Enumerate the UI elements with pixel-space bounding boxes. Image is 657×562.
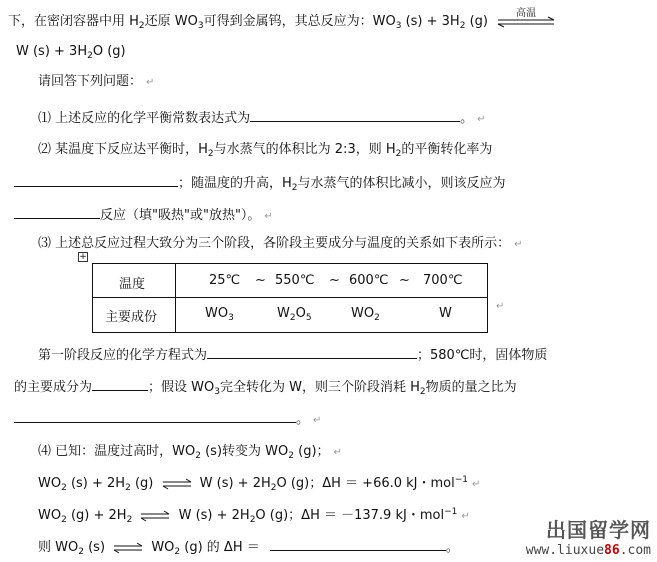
question-3-line-1: 第一阶段反应的化学方程式为 ；580℃时，固体物质 — [38, 348, 548, 363]
temperature-value: 25℃ — [209, 273, 241, 288]
equation-2: $WO_2$ $(g) + 2H_2$ W $(s) + 2H_2O$ (g)；ΔH ＝ －137.9 kJ・mol$^{-1}$ ↵ — [38, 507, 470, 525]
watermark-logo: 出国留学网 www.liuxue86.com — [525, 518, 651, 558]
equation-3: 则 $WO_2$ (s) $WO_2$ (g) 的 ΔH ＝ 。 — [38, 540, 459, 557]
question-3-line-2: 的主要成分为 ；假设 $WO_3$完全转化为 W，则三个阶段消耗 $H_2$物质的量之比为 — [14, 380, 517, 397]
temperature-value: 550℃ — [275, 273, 315, 288]
question-4: ⑷ 已知：温度过高时，$WO_2$ (s)转变为 $WO_2$ (g)； ↵ — [38, 444, 342, 461]
composition-header: 主要成份 — [105, 310, 158, 325]
answer-blank-3b[interactable] — [92, 378, 148, 391]
equilibrium-arrow-icon — [162, 478, 192, 490]
table-move-handle-icon[interactable]: + — [79, 252, 87, 262]
temperature-sep: ~ — [399, 273, 410, 288]
question-3: ⑶ 上述总反应过程大致分为三个阶段，各阶段主要成分与温度的关系如下表所示： ↵ — [38, 236, 523, 251]
temperature-sep: ~ — [329, 273, 340, 288]
composition-value: $W_2O_5$ — [277, 306, 312, 323]
question-1: ⑴ 上述反应的化学平衡常数表达式为 。 ↵ — [38, 111, 486, 126]
temperature-value: 600℃ — [349, 273, 389, 288]
composition-value: W — [439, 306, 452, 321]
answer-blank-2b[interactable] — [14, 206, 100, 219]
temperature-header: 温度 — [119, 277, 146, 292]
instructions: 请回答下列问题： ↵ — [38, 74, 155, 89]
equilibrium-arrow-icon — [113, 542, 143, 554]
question-3-line-3: 。 ↵ — [14, 410, 321, 429]
equation-1: $WO_2$ $(s) + 2H_2$ (g) W $(s) + 2H_2O$ (g)；ΔH ＝ +66.0 kJ・mol$^{-1}$ ↵ — [38, 475, 481, 493]
watermark-url: www.liuxue86.com — [525, 543, 651, 558]
question-2-line-2: ；随温度的升高，$H_2$与水蒸气的体积比减小，则该反应为 — [14, 174, 506, 192]
temperature-value: 700℃ — [423, 273, 463, 288]
equilibrium-arrow-icon — [140, 510, 170, 522]
question-2-line-1: ⑵ 某温度下反应达平衡时，$H_2$与水蒸气的体积比为 2:3，则 $H_2$的平衡转化率为 — [38, 142, 493, 159]
answer-blank-1[interactable] — [250, 109, 460, 122]
answer-blank-2a[interactable] — [14, 174, 178, 187]
intro-line-1: 下，在密闭容器中用 $H_2$还原 $WO_3$可得到金属钨，其总反应为：$WO_3$ $(s) + 3H_2$ (g) 高温 — [8, 14, 560, 30]
phase-table — [92, 263, 488, 333]
temperature-sep: ~ — [255, 273, 266, 288]
answer-blank-3a[interactable] — [207, 346, 417, 359]
composition-value: $WO_3$ — [205, 306, 234, 323]
question-2-line-3: 反应（填"吸热"或"放热"）。 ↵ — [14, 206, 273, 225]
composition-value: $WO_2$ — [351, 306, 380, 323]
equilibrium-arrow-icon: 高温 — [496, 16, 556, 28]
answer-blank-4[interactable] — [270, 538, 446, 551]
intro-line-2: W $(s) + 3H_2O$ (g) — [16, 44, 126, 61]
answer-blank-3c[interactable] — [14, 410, 296, 423]
